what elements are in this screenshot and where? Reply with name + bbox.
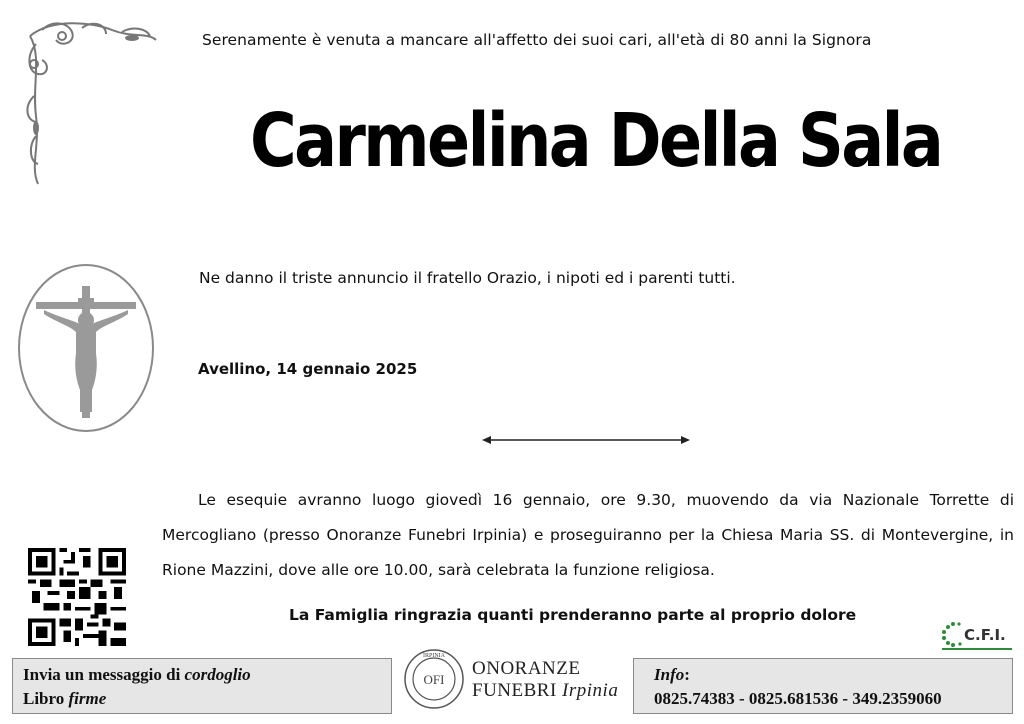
intro-text: Serenamente è venuta a mancare all'affetto dei suoi cari, all'età di 80 anni la Signora [202, 31, 872, 49]
qr-code-icon[interactable] [28, 548, 126, 646]
agency-seal-icon [403, 648, 465, 710]
announcement-text: Ne danno il triste annuncio il fratello Orazio, i nipoti ed i parenti tutti. [199, 269, 736, 287]
info-box: Info: 0825.74383 - 0825.681536 - 349.2359060 [633, 658, 1013, 714]
phone-numbers[interactable]: 0825.74383 - 0825.681536 - 349.2359060 [654, 689, 942, 708]
guestbook-link[interactable]: Libro firme [23, 689, 107, 708]
deceased-name: Carmelina Della Sala [250, 98, 942, 184]
svg-text:IRPINIA: IRPINIA [423, 653, 445, 659]
info-label: Info [654, 665, 685, 684]
funeral-details: Le esequie avranno luogo giovedì 16 gennaio, ore 9.30, muovendo da via Nazionale Torrette di Mercogliano (presso Onoranze Funebri Irpinia) e proseguiranno per la Chiesa Maria SS. di Montevergine, in Rione Mazzini, dove alle ore 10.00, sarà celebrata la funzione religiosa. [162, 491, 1014, 579]
family-thanks: La Famiglia ringrazia quanti prenderanno parte al proprio dolore [289, 606, 857, 624]
ornamental-flourish-icon [22, 16, 162, 188]
cfi-logo-text: C.F.I. [964, 626, 1006, 644]
place-date: Avellino, 14 gennaio 2025 [198, 360, 418, 378]
condolence-box[interactable] [12, 658, 392, 714]
svg-text:OFI: OFI [423, 672, 445, 687]
condolence-message-link[interactable]: Invia un messaggio di cordoglio [23, 665, 251, 684]
agency-name: ONORANZE FUNEBRI Irpinia [472, 658, 619, 701]
double-arrow-icon [482, 432, 690, 448]
cfi-logo-icon [938, 618, 1014, 652]
crucifix-icon [16, 262, 156, 434]
